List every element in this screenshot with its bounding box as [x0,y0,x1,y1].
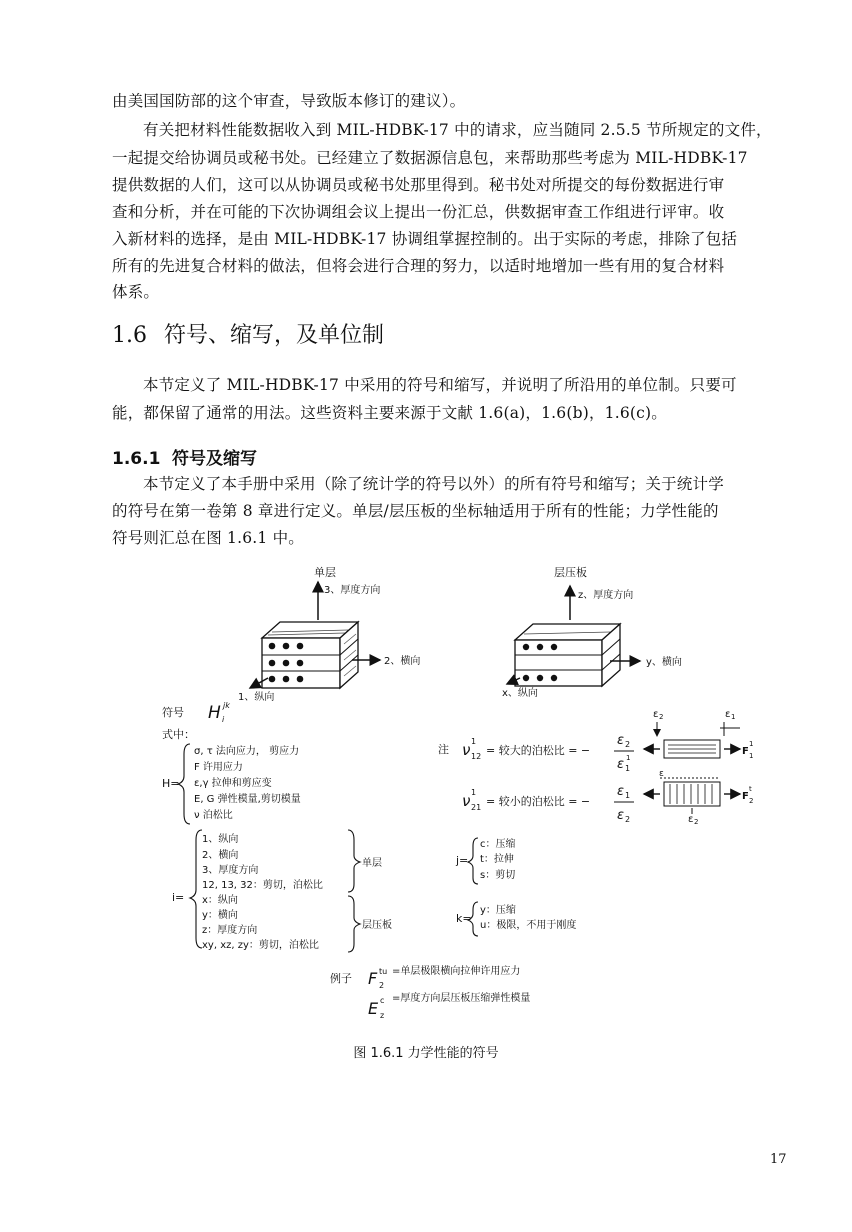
svg-text:c: c [380,996,385,1005]
specimen-transverse-sketch [644,769,753,826]
svg-text:F: F [368,969,378,988]
i-equals: i= [172,891,185,904]
svg-text:12: 12 [471,752,482,761]
svg-text:F: F [742,791,749,802]
section-title: 符号、缩写，及单位制 [164,323,385,348]
i-item: 3、厚度方向 [202,865,259,876]
svg-text:2: 2 [625,740,631,749]
j-definitions [480,837,516,881]
paragraph-line: 符号则汇总在图 1.6.1 中。 [112,529,304,547]
svg-text:21: 21 [471,803,482,812]
laminate-title: 层压板 [554,566,587,579]
svg-text:F: F [742,746,749,757]
svg-text:2: 2 [625,815,631,824]
laminate-axis-x: x、纵向 [502,688,538,699]
i-item: xy, xz, zy：剪切，泊松比 [202,940,319,951]
where-label: 式中： [162,728,195,741]
j-equals: j= [456,854,469,867]
lamina-axis-3: 3、厚度方向 [324,585,381,596]
lamina-axis-1: 1、纵向 [238,692,275,703]
H-item: F 许用应力 [194,762,243,773]
symbol-subscript: i [222,715,225,724]
symbol-superscript: jk [223,701,230,710]
i-item: z：厚度方向 [202,925,258,936]
i-item: 1、纵向 [202,834,239,845]
H-item: ν 泊松比 [194,810,233,821]
i-laminate-label: 层压板 [362,920,392,931]
i-item: 12, 13, 32：剪切，泊松比 [202,880,323,891]
paragraph-line: 能，都保留了通常的用法。这些资料主要来源于文献 1.6(a)，1.6(b)，1.6(c)。 [112,404,668,422]
svg-text:1: 1 [471,737,477,746]
svg-text:1: 1 [471,788,477,797]
svg-text:1: 1 [625,791,631,800]
svg-text:ε: ε [725,709,731,720]
i-lamina-definitions [202,832,323,891]
svg-text:1: 1 [749,740,754,748]
svg-text:2: 2 [749,797,754,805]
note-label: 注 [438,743,449,756]
symbol-H: H [208,703,221,723]
paragraph-line: 所有的先进复合材料的做法，但将会进行合理的努力，以适时地增加一些有用的复合材料 [112,257,725,275]
example-2-text: =厚度方向层压板压缩弹性模量 [392,993,531,1004]
example-1-text: =单层极限横向拉伸许用应力 [392,966,521,977]
subsection-title: 符号及缩写 [172,449,257,469]
svg-text:tu: tu [379,967,388,976]
svg-text:ε: ε [617,733,625,748]
i-lamina-label: 单层 [362,858,382,869]
svg-text:ε: ε [659,769,664,779]
svg-text:ν: ν [462,792,471,810]
nu12-equation: = 较大的泊松比 = − [486,744,591,757]
laminate-block-diagram [502,565,682,699]
symbol-label: 符号 [162,706,184,719]
svg-text:2: 2 [659,713,664,721]
svg-text:1: 1 [749,752,754,760]
H-item: ε,γ 拉伸和剪应变 [194,778,272,789]
svg-text:ε: ε [688,814,694,825]
j-item: c：压缩 [480,839,516,850]
svg-text:E: E [368,999,379,1018]
H-item: σ, τ 法向应力， 剪应力 [194,746,300,757]
paragraph-line: 查和分析，并在可能的下次协调组会议上提出一份汇总，供数据审查工作组进行评审。收 [112,203,725,221]
svg-text:2: 2 [694,818,699,826]
i-item: 2、横向 [202,850,239,861]
H-definitions [194,744,301,821]
svg-text:ν: ν [462,741,471,759]
H-item: E, G 弹性模量,剪切模量 [194,794,301,805]
svg-text:2: 2 [379,981,385,990]
subsection-heading [112,444,257,469]
lamina-title: 单层 [314,566,336,579]
paragraph-line: 有关把材料性能数据收入到 MIL-HDBK-17 中的请求，应当随同 2.5.5 节所规定的文件， [143,121,772,139]
subsection-number: 1.6.1 [112,449,161,469]
j-item: s：剪切 [480,870,516,881]
lamina-axis-2: 2、横向 [384,656,421,667]
k-item: u：极限，不用于刚度 [480,920,577,931]
svg-text:1: 1 [625,764,631,773]
paragraph-line: 由美国国防部的这个审查，导致版本修订的建议）。 [112,92,466,110]
j-item: t：拉伸 [480,854,514,865]
i-item: y：横向 [202,910,238,921]
paragraph-line: 入新材料的选择，是由 MIL-HDBK-17 协调组掌握控制的。出于实际的考虑，排除了包括 [112,230,738,248]
page-number: 17 [770,1152,787,1167]
k-item: y：压缩 [480,905,516,916]
svg-text:ε: ε [617,808,625,823]
paragraph-line: 本节定义了 MIL-HDBK-17 中采用的符号和缩写，并说明了所沿用的单位制。只要可 [143,376,737,394]
section-number: 1.6 [112,323,147,348]
paragraph-line: 的符号在第一卷第 8 章进行定义。单层/层压板的坐标轴适用于所有的性能；力学性能的 [112,502,719,520]
svg-text:t: t [749,785,752,793]
laminate-axis-z: z、厚度方向 [578,590,634,601]
paragraph-line: 提供数据的人们，这可以从协调员或秘书处那里得到。秘书处对所提交的每份数据进行审 [112,176,725,194]
paragraph-line: 体系。 [112,283,160,301]
paragraph-line: 一起提交给协调员或秘书处。已经建立了数据源信息包，来帮助那些考虑为 MIL-HDBK-17 [112,149,748,167]
lamina-block-diagram [238,566,420,703]
svg-text:ε: ε [653,709,659,720]
i-laminate-definitions [202,893,319,951]
svg-text:ε: ε [617,757,625,772]
H-equals: H= [162,777,180,790]
specimen-longitudinal-sketch [644,709,753,760]
laminate-axis-y: y、横向 [646,657,682,668]
paragraph-line: 本节定义了本手册中采用（除了统计学的符号以外）的所有符号和缩写；关于统计学 [143,475,724,493]
svg-text:z: z [380,1011,385,1020]
svg-text:1: 1 [731,713,736,721]
k-definitions [480,903,576,931]
nu21-equation: = 较小的泊松比 = − [486,795,591,808]
k-equals: k= [456,912,472,925]
figure-caption: 图 1.6.1 力学性能的符号 [353,1046,499,1061]
svg-text:1: 1 [626,754,631,762]
mechanical-symbols-figure [140,560,780,1030]
example-label: 例子 [330,972,352,985]
i-item: x：纵向 [202,895,238,906]
svg-text:ε: ε [617,784,625,799]
section-heading [112,318,384,349]
